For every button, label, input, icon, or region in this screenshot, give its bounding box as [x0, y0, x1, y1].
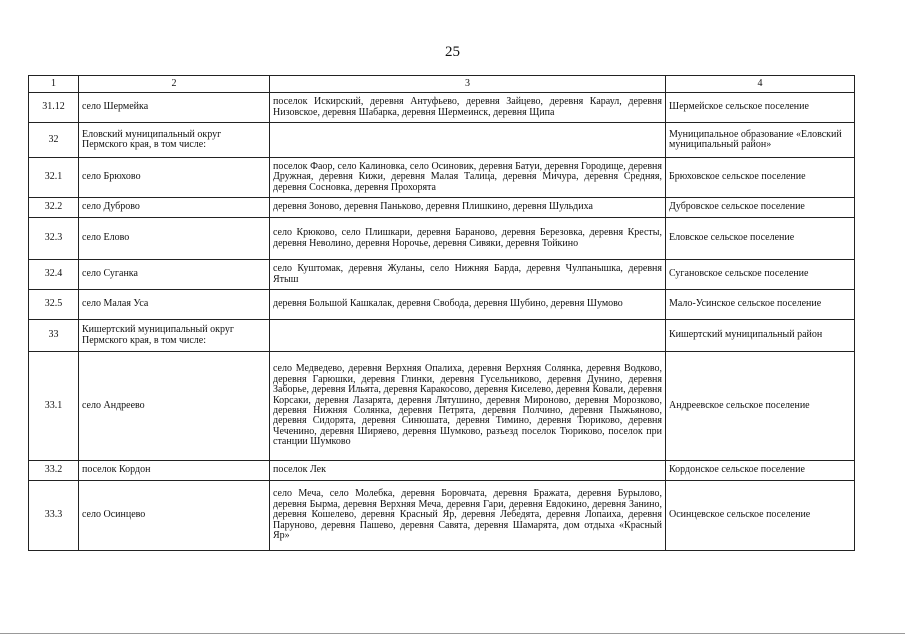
- table-row: [29, 198, 855, 218]
- locality-name: село Брюхово: [79, 158, 270, 198]
- column-header: 3: [270, 76, 666, 93]
- row-number: 33: [29, 320, 79, 352]
- villages-list: [270, 123, 666, 158]
- column-header: 1: [29, 76, 79, 93]
- row-number: 32: [29, 123, 79, 158]
- settlement-name: Кордонское сельское поселение: [666, 461, 855, 481]
- column-header: 4: [666, 76, 855, 93]
- table-row: [29, 481, 855, 551]
- villages-list: деревня Большой Кашкалак, деревня Свобода, деревня Шубино, деревня Шумово: [270, 290, 666, 320]
- locality-name: село Шермейка: [79, 93, 270, 123]
- settlement-name: Брюховское сельское поселение: [666, 158, 855, 198]
- villages-list: село Меча, село Молебка, деревня Боровчата, деревня Бражата, деревня Бурылово, деревня Бырма, деревня Верхняя Меча, деревня Гари, деревня Евдокино, деревня Занино, деревня Кошелево, деревня Красный Яр, деревня Лебедята, деревня Лопаиха, деревня Паруново, деревня Пашево, деревня Савята, деревня Шамарята, дом отдыха «Красный Яр»: [270, 481, 666, 551]
- page-bottom-edge: [0, 633, 905, 634]
- table-row: [29, 320, 855, 352]
- villages-list: поселок Фаор, село Калиновка, село Осиновик, деревня Батуи, деревня Городище, деревня Дружная, деревня Кижи, деревня Малая Талица, деревня Мичура, деревня Средняя, деревня Сосновка, деревня Прохорята: [270, 158, 666, 198]
- header-row: [29, 76, 855, 93]
- row-number: 31.12: [29, 93, 79, 123]
- row-number: 32.5: [29, 290, 79, 320]
- villages-list: деревня Зоново, деревня Паньково, деревня Плишкино, деревня Шульдиха: [270, 198, 666, 218]
- settlement-name: Дубровское сельское поселение: [666, 198, 855, 218]
- locality-name: село Елово: [79, 218, 270, 260]
- locality-name: село Малая Уса: [79, 290, 270, 320]
- locality-name: поселок Кордон: [79, 461, 270, 481]
- villages-list: поселок Искирский, деревня Антуфьево, деревня Зайцево, деревня Караул, деревня Низовское, деревня Шабарка, деревня Шермеинск, деревня Щипа: [270, 93, 666, 123]
- row-number: 32.3: [29, 218, 79, 260]
- locality-name: село Андреево: [79, 352, 270, 461]
- row-number: 32.4: [29, 260, 79, 290]
- row-number: 32.1: [29, 158, 79, 198]
- row-number: 33.3: [29, 481, 79, 551]
- page-number: 25: [445, 44, 460, 60]
- table-row: [29, 93, 855, 123]
- table-row: [29, 218, 855, 260]
- row-number: 32.2: [29, 198, 79, 218]
- villages-list: село Медведево, деревня Верхняя Опалиха, деревня Верхняя Солянка, деревня Водково, деревня Гарюшки, деревня Глинки, деревня Гусельниково, деревня Дунино, деревня Заборье, деревня Ильята, деревня Каракосово, деревня Киселево, деревня Ковали, деревня Корсаки, деревня Лазарята, деревня Лятушино, деревня Мироново, деревня Морозково, деревня Нижняя Солянка, деревня Петрята, деревня Полчино, деревня Пыжьяново, деревня Сидорята, деревня Синюшата, деревня Тимино, деревня Тюриково, деревня Чеченино, деревня Ширяево, деревня Шумково, разъезд поселок Тюриково, поселок при станции Шумково: [270, 352, 666, 461]
- row-number: 33.1: [29, 352, 79, 461]
- villages-list: село Куштомак, деревня Жуланы, село Нижняя Барда, деревня Чулпанышка, деревня Ятыш: [270, 260, 666, 290]
- villages-list: поселок Лек: [270, 461, 666, 481]
- settlement-name: Мало-Усинское сельское поселение: [666, 290, 855, 320]
- table-row: [29, 123, 855, 158]
- villages-list: село Крюково, село Плишкари, деревня Бараново, деревня Березовка, деревня Кресты, деревня Неволино, деревня Норочье, деревня Сивяки, деревня Тойкино: [270, 218, 666, 260]
- settlement-name: Муниципальное образование «Еловский муниципальный район»: [666, 123, 855, 158]
- row-number: 33.2: [29, 461, 79, 481]
- settlements-table: [28, 75, 855, 551]
- table-row: [29, 461, 855, 481]
- table-row: [29, 290, 855, 320]
- settlement-name: Еловское сельское поселение: [666, 218, 855, 260]
- locality-name: село Дуброво: [79, 198, 270, 218]
- settlement-name: Осинцевское сельское поселение: [666, 481, 855, 551]
- locality-name: Еловский муниципальный округ Пермского края, в том числе:: [79, 123, 270, 158]
- table-row: [29, 260, 855, 290]
- settlement-name: Андреевское сельское поселение: [666, 352, 855, 461]
- table-row: [29, 158, 855, 198]
- locality-name: Кишертский муниципальный округ Пермского края, в том числе:: [79, 320, 270, 352]
- table-row: [29, 352, 855, 461]
- settlement-name: Сугановское сельское поселение: [666, 260, 855, 290]
- villages-list: [270, 320, 666, 352]
- settlement-name: Кишертский муниципальный район: [666, 320, 855, 352]
- settlement-name: Шермейское сельское поселение: [666, 93, 855, 123]
- column-header: 2: [79, 76, 270, 93]
- locality-name: село Осинцево: [79, 481, 270, 551]
- locality-name: село Суганка: [79, 260, 270, 290]
